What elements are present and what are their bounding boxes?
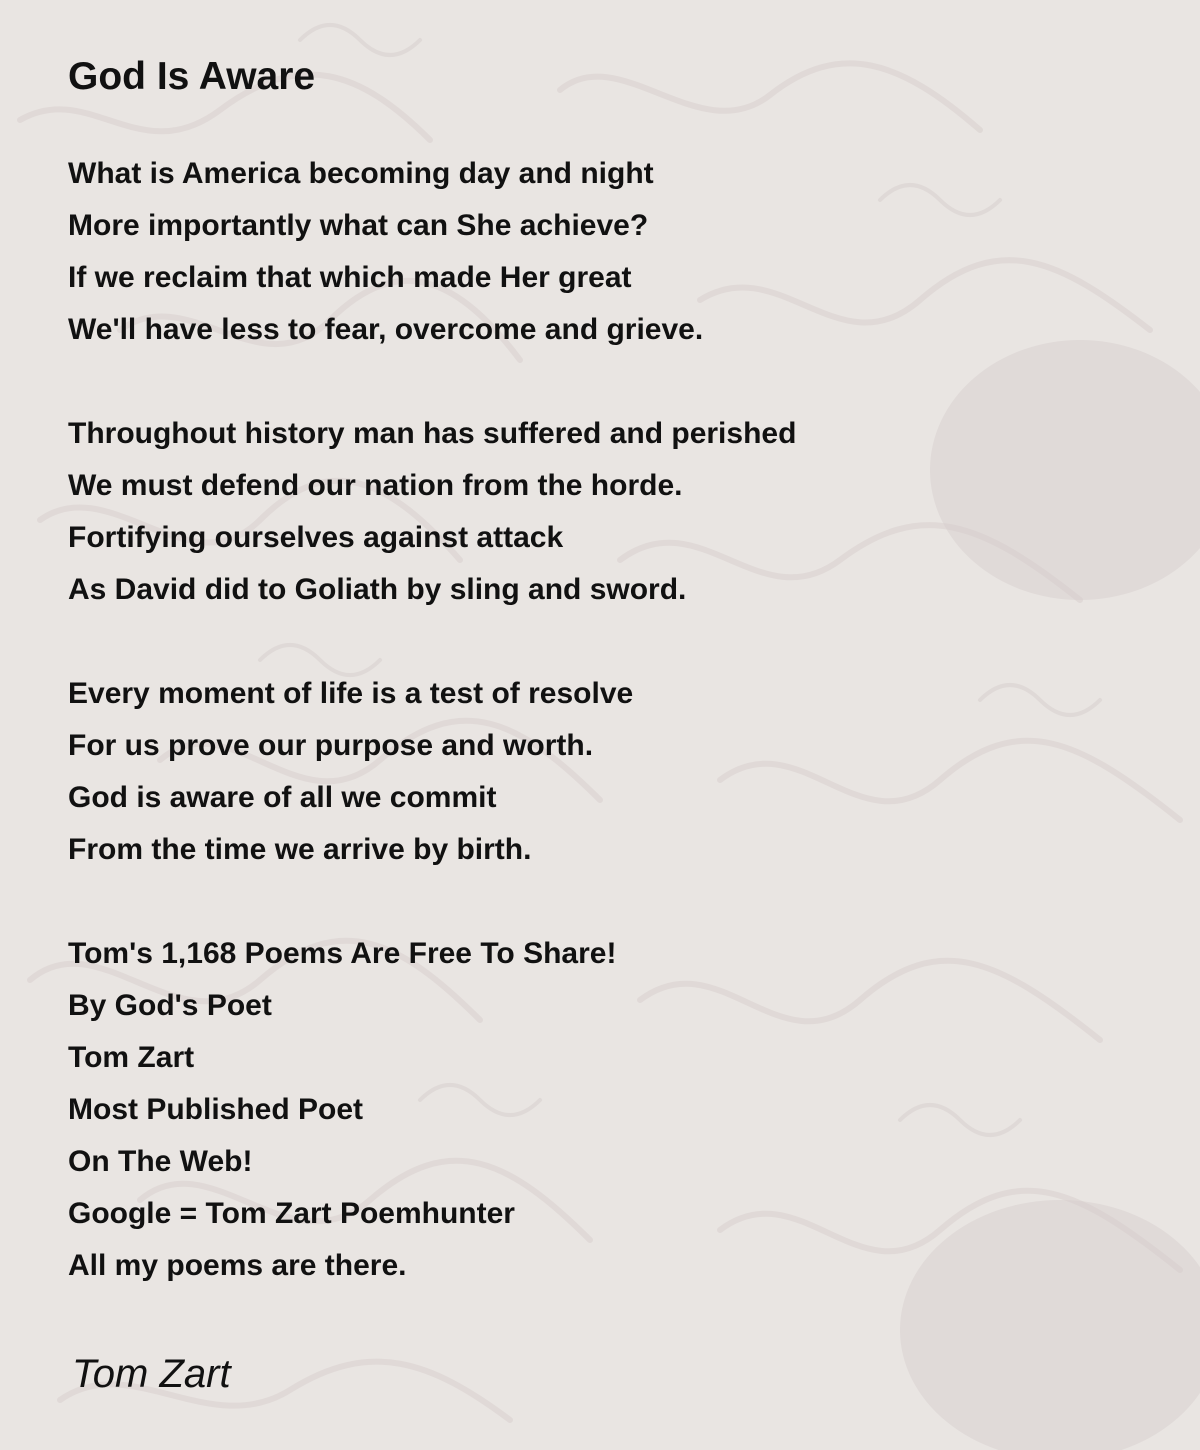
poem-line: By God's Poet bbox=[68, 989, 272, 1022]
poem-line: Fortifying ourselves against attack bbox=[68, 521, 564, 554]
poem-author: Tom Zart bbox=[72, 1352, 231, 1396]
poem-line: Throughout history man has suffered and perished bbox=[68, 417, 797, 450]
poem-line: Tom's 1,168 Poems Are Free To Share! bbox=[68, 937, 617, 970]
stanza bbox=[68, 408, 796, 616]
poem-line: What is America becoming day and night bbox=[68, 157, 654, 190]
poem-line: We must defend our nation from the horde. bbox=[68, 469, 683, 502]
poem-body bbox=[68, 148, 796, 1344]
poem-line: On The Web! bbox=[68, 1145, 253, 1178]
poem-line: We'll have less to fear, overcome and grieve. bbox=[68, 313, 704, 346]
poem-line: From the time we arrive by birth. bbox=[68, 833, 532, 866]
poem-line: Every moment of life is a test of resolve bbox=[68, 677, 634, 710]
stanza bbox=[68, 928, 796, 1292]
poem-line: Google = Tom Zart Poemhunter bbox=[68, 1197, 515, 1230]
poem-line: Tom Zart bbox=[68, 1041, 195, 1074]
poem-line: As David did to Goliath by sling and sword. bbox=[68, 573, 687, 606]
poem-line: All my poems are there. bbox=[68, 1249, 407, 1282]
poem-title: God Is Aware bbox=[68, 55, 316, 98]
poem-line: For us prove our purpose and worth. bbox=[68, 729, 594, 762]
stanza bbox=[68, 668, 796, 876]
poem-line: If we reclaim that which made Her great bbox=[68, 261, 632, 294]
poem-line: Most Published Poet bbox=[68, 1093, 364, 1126]
poem-line: God is aware of all we commit bbox=[68, 781, 497, 814]
poem-line: More importantly what can She achieve? bbox=[68, 209, 649, 242]
stanza bbox=[68, 148, 796, 356]
